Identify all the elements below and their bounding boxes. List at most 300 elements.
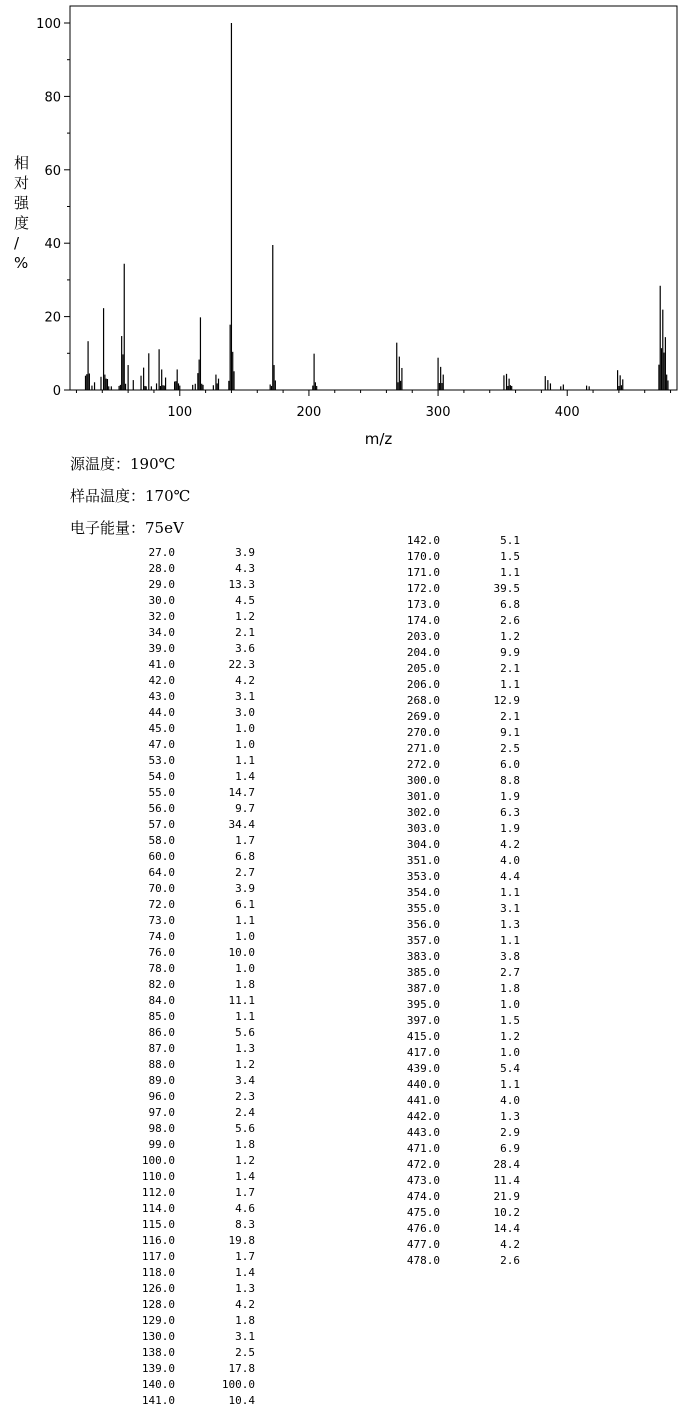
- peak-abundance: 6.3: [500, 806, 520, 819]
- peak-abundance: 3.4: [235, 1074, 255, 1087]
- peak-mz: 56.0: [148, 802, 175, 815]
- peak-row: [380, 853, 520, 869]
- peak-mz: 300.0: [406, 774, 440, 787]
- peak-mz: 304.0: [406, 838, 440, 851]
- x-tick-label: 300: [425, 405, 451, 420]
- peak-abundance: 1.0: [500, 998, 520, 1011]
- peak-abundance: 1.9: [500, 822, 520, 835]
- peak-mz: 387.0: [406, 982, 440, 995]
- peak-row: [115, 1297, 255, 1313]
- peak-mz: 204.0: [406, 646, 440, 659]
- peak-abundance: 22.3: [228, 658, 255, 671]
- peak-mz: 45.0: [148, 722, 175, 735]
- peak-mz: 128.0: [141, 1298, 175, 1311]
- peak-mz: 475.0: [406, 1206, 440, 1219]
- peak-abundance: 4.4: [500, 870, 520, 883]
- sample-temperature: 样品温度：170℃: [70, 487, 191, 505]
- peak-mz: 356.0: [406, 918, 440, 931]
- peak-row: [115, 1329, 255, 1345]
- peak-abundance: 39.5: [493, 582, 520, 595]
- peak-row: [380, 1173, 520, 1189]
- peak-mz: 303.0: [406, 822, 440, 835]
- peak-mz: 383.0: [406, 950, 440, 963]
- peak-row: [380, 981, 520, 997]
- peak-mz: 441.0: [406, 1094, 440, 1107]
- peak-row: [380, 693, 520, 709]
- peak-abundance: 1.1: [235, 914, 255, 927]
- peak-row: [115, 753, 255, 769]
- peak-mz: 86.0: [148, 1026, 175, 1039]
- peak-mz: 142.0: [406, 534, 440, 547]
- peak-mz: 27.0: [148, 546, 175, 559]
- peak-row: [115, 993, 255, 1009]
- peak-mz: 72.0: [148, 898, 175, 911]
- peak-mz: 87.0: [148, 1042, 175, 1055]
- peak-row: [115, 1281, 255, 1297]
- peak-row: [115, 833, 255, 849]
- peak-mz: 205.0: [406, 662, 440, 675]
- peak-row: [115, 1217, 255, 1233]
- peak-abundance: 2.1: [500, 710, 520, 723]
- peak-abundance: 1.2: [500, 1030, 520, 1043]
- peak-abundance: 3.6: [235, 642, 255, 655]
- peak-row: [115, 881, 255, 897]
- x-tick-label: 200: [296, 405, 322, 420]
- peak-row: [115, 721, 255, 737]
- peak-mz: 43.0: [148, 690, 175, 703]
- peak-abundance: 4.0: [500, 1094, 520, 1107]
- peak-mz: 30.0: [148, 594, 175, 607]
- peak-mz: 141.0: [141, 1394, 175, 1407]
- peak-mz: 88.0: [148, 1058, 175, 1071]
- peak-mz: 112.0: [141, 1186, 175, 1199]
- peak-row: [380, 757, 520, 773]
- peak-mz: 173.0: [406, 598, 440, 611]
- peak-mz: 117.0: [141, 1250, 175, 1263]
- peak-row: [380, 1205, 520, 1221]
- peak-row: [380, 1141, 520, 1157]
- peak-row: [115, 641, 255, 657]
- peak-row: [115, 1025, 255, 1041]
- peak-abundance: 1.3: [500, 918, 520, 931]
- peak-mz: 32.0: [148, 610, 175, 623]
- peak-mz: 140.0: [141, 1378, 175, 1391]
- peak-row: [380, 949, 520, 965]
- peak-mz: 477.0: [406, 1238, 440, 1251]
- y-tick-label: 0: [52, 384, 61, 399]
- peak-row: [380, 1093, 520, 1109]
- peak-row: [115, 785, 255, 801]
- peak-mz: 385.0: [406, 966, 440, 979]
- peak-abundance: 4.0: [500, 854, 520, 867]
- peak-mz: 34.0: [148, 626, 175, 639]
- peak-row: [380, 773, 520, 789]
- peak-abundance: 8.8: [500, 774, 520, 787]
- peak-abundance: 10.0: [228, 946, 255, 959]
- peak-abundance: 1.3: [500, 1110, 520, 1123]
- peak-abundance: 3.9: [235, 882, 255, 895]
- peak-abundance: 5.6: [235, 1026, 255, 1039]
- y-tick-label: 40: [44, 237, 61, 253]
- peak-row: [115, 961, 255, 977]
- peak-mz: 110.0: [141, 1170, 175, 1183]
- peak-mz: 476.0: [406, 1222, 440, 1235]
- peak-mz: 129.0: [141, 1314, 175, 1327]
- peak-abundance: 2.7: [500, 966, 520, 979]
- peak-mz: 85.0: [148, 1010, 175, 1023]
- peak-table-left: [115, 545, 255, 1409]
- peak-abundance: 1.1: [500, 1078, 520, 1091]
- peak-abundance: 2.5: [500, 742, 520, 755]
- peak-row: [380, 597, 520, 613]
- peak-row: [115, 1137, 255, 1153]
- peak-mz: 54.0: [148, 770, 175, 783]
- peak-mz: 171.0: [406, 566, 440, 579]
- peak-row: [115, 673, 255, 689]
- peak-mz: 172.0: [406, 582, 440, 595]
- peak-row: [115, 689, 255, 705]
- peak-mz: 39.0: [148, 642, 175, 655]
- peak-abundance: 3.1: [235, 690, 255, 703]
- peak-mz: 78.0: [148, 962, 175, 975]
- peak-row: [115, 737, 255, 753]
- peak-mz: 270.0: [406, 726, 440, 739]
- peak-mz: 130.0: [141, 1330, 175, 1343]
- peak-mz: 55.0: [148, 786, 175, 799]
- peak-row: [380, 821, 520, 837]
- peak-row: [115, 769, 255, 785]
- mass-spectrum-chart: [0, 0, 680, 450]
- peak-abundance: 5.4: [500, 1062, 520, 1075]
- peak-row: [380, 549, 520, 565]
- peak-mz: 272.0: [406, 758, 440, 771]
- peak-mz: 440.0: [406, 1078, 440, 1091]
- peak-row: [380, 1109, 520, 1125]
- peak-row: [115, 1089, 255, 1105]
- peak-abundance: 4.6: [235, 1202, 255, 1215]
- peak-row: [380, 789, 520, 805]
- peak-row: [115, 609, 255, 625]
- peak-abundance: 6.8: [235, 850, 255, 863]
- peak-mz: 355.0: [406, 902, 440, 915]
- peak-abundance: 11.1: [228, 994, 255, 1007]
- peak-abundance: 1.8: [235, 1138, 255, 1151]
- peak-abundance: 1.1: [500, 934, 520, 947]
- peak-mz: 74.0: [148, 930, 175, 943]
- peak-row: [115, 849, 255, 865]
- peak-row: [380, 965, 520, 981]
- peak-row: [115, 1105, 255, 1121]
- peak-abundance: 13.3: [228, 578, 255, 591]
- y-tick-label: 100: [36, 17, 61, 32]
- peak-mz: 439.0: [406, 1062, 440, 1075]
- peak-mz: 100.0: [141, 1154, 175, 1167]
- peak-mz: 89.0: [148, 1074, 175, 1087]
- peak-abundance: 14.7: [228, 786, 255, 799]
- peak-row: [115, 801, 255, 817]
- peak-abundance: 3.9: [235, 546, 255, 559]
- peak-row: [380, 1125, 520, 1141]
- peak-abundance: 4.2: [500, 838, 520, 851]
- peak-mz: 139.0: [141, 1362, 175, 1375]
- peak-row: [115, 1009, 255, 1025]
- peak-abundance: 1.5: [500, 1014, 520, 1027]
- peak-mz: 138.0: [141, 1346, 175, 1359]
- peak-abundance: 12.9: [493, 694, 520, 707]
- plot-frame: [70, 6, 677, 390]
- peak-row: [115, 1313, 255, 1329]
- peak-row: [380, 741, 520, 757]
- peak-mz: 474.0: [406, 1190, 440, 1203]
- peak-abundance: 14.4: [493, 1222, 520, 1235]
- peak-row: [115, 1153, 255, 1169]
- peak-abundance: 1.2: [235, 610, 255, 623]
- peak-abundance: 1.7: [235, 834, 255, 847]
- peak-row: [115, 1185, 255, 1201]
- peak-abundance: 9.7: [235, 802, 255, 815]
- peak-mz: 443.0: [406, 1126, 440, 1139]
- peak-mz: 354.0: [406, 886, 440, 899]
- peak-abundance: 1.1: [235, 754, 255, 767]
- peak-abundance: 3.1: [500, 902, 520, 915]
- peak-abundance: 6.8: [500, 598, 520, 611]
- peak-row: [115, 945, 255, 961]
- peak-row: [380, 869, 520, 885]
- peak-abundance: 8.3: [235, 1218, 255, 1231]
- peak-mz: 302.0: [406, 806, 440, 819]
- peak-row: [380, 661, 520, 677]
- peak-mz: 442.0: [406, 1110, 440, 1123]
- peak-abundance: 4.2: [235, 674, 255, 687]
- peak-abundance: 2.4: [235, 1106, 255, 1119]
- peak-row: [115, 1265, 255, 1281]
- peak-row: [380, 613, 520, 629]
- peak-row: [380, 1045, 520, 1061]
- peak-abundance: 1.2: [235, 1154, 255, 1167]
- peak-row: [380, 1237, 520, 1253]
- peak-mz: 472.0: [406, 1158, 440, 1171]
- peak-row: [380, 533, 520, 549]
- peak-mz: 114.0: [141, 1202, 175, 1215]
- peak-abundance: 21.9: [493, 1190, 520, 1203]
- peak-abundance: 2.3: [235, 1090, 255, 1103]
- peak-row: [380, 645, 520, 661]
- peak-abundance: 4.3: [235, 562, 255, 575]
- peak-abundance: 3.0: [235, 706, 255, 719]
- peak-abundance: 6.0: [500, 758, 520, 771]
- peak-abundance: 1.4: [235, 770, 255, 783]
- peak-abundance: 1.0: [235, 738, 255, 751]
- y-tick-label: 80: [44, 90, 61, 106]
- peak-abundance: 1.1: [500, 678, 520, 691]
- peak-row: [115, 625, 255, 641]
- peak-mz: 98.0: [148, 1122, 175, 1135]
- peak-row: [380, 565, 520, 581]
- peak-mz: 206.0: [406, 678, 440, 691]
- peak-row: [380, 1253, 520, 1269]
- peak-row: [115, 545, 255, 561]
- peak-row: [380, 1013, 520, 1029]
- peak-abundance: 28.4: [493, 1158, 520, 1171]
- peak-mz: 417.0: [406, 1046, 440, 1059]
- peak-row: [115, 897, 255, 913]
- peak-abundance: 2.5: [235, 1346, 255, 1359]
- peak-row: [115, 1121, 255, 1137]
- peak-abundance: 2.1: [235, 626, 255, 639]
- peak-mz: 395.0: [406, 998, 440, 1011]
- peak-abundance: 34.4: [228, 818, 255, 831]
- peak-mz: 118.0: [141, 1266, 175, 1279]
- peak-abundance: 1.1: [500, 886, 520, 899]
- peak-mz: 53.0: [148, 754, 175, 767]
- peak-abundance: 1.7: [235, 1186, 255, 1199]
- peak-mz: 357.0: [406, 934, 440, 947]
- peak-mz: 351.0: [406, 854, 440, 867]
- peak-abundance: 1.4: [235, 1266, 255, 1279]
- peak-mz: 170.0: [406, 550, 440, 563]
- source-temperature: 源温度：190℃: [70, 455, 176, 473]
- x-tick-label: 400: [554, 405, 580, 420]
- peak-row: [115, 705, 255, 721]
- peak-mz: 301.0: [406, 790, 440, 803]
- peak-row: [380, 709, 520, 725]
- peak-row: [380, 629, 520, 645]
- peak-mz: 203.0: [406, 630, 440, 643]
- peak-row: [115, 817, 255, 833]
- peak-mz: 73.0: [148, 914, 175, 927]
- peak-abundance: 4.5: [235, 594, 255, 607]
- peak-row: [115, 1169, 255, 1185]
- peak-abundance: 1.0: [235, 722, 255, 735]
- peak-mz: 116.0: [141, 1234, 175, 1247]
- peak-mz: 415.0: [406, 1030, 440, 1043]
- peak-abundance: 4.2: [500, 1238, 520, 1251]
- peak-abundance: 1.2: [500, 630, 520, 643]
- y-tick-label: 60: [44, 163, 61, 179]
- peak-abundance: 1.5: [500, 550, 520, 563]
- peak-abundance: 9.9: [500, 646, 520, 659]
- peak-mz: 47.0: [148, 738, 175, 751]
- peak-abundance: 1.3: [235, 1042, 255, 1055]
- peak-row: [380, 837, 520, 853]
- peak-mz: 269.0: [406, 710, 440, 723]
- peak-abundance: 6.1: [235, 898, 255, 911]
- peak-mz: 60.0: [148, 850, 175, 863]
- peak-row: [115, 977, 255, 993]
- peak-abundance: 1.1: [235, 1010, 255, 1023]
- peak-row: [380, 805, 520, 821]
- peak-mz: 174.0: [406, 614, 440, 627]
- peak-mz: 57.0: [148, 818, 175, 831]
- peak-mz: 28.0: [148, 562, 175, 575]
- peak-abundance: 2.6: [500, 614, 520, 627]
- peak-mz: 84.0: [148, 994, 175, 1007]
- peak-row: [115, 593, 255, 609]
- peak-abundance: 1.7: [235, 1250, 255, 1263]
- peak-abundance: 1.0: [235, 962, 255, 975]
- peak-abundance: 1.2: [235, 1058, 255, 1071]
- peak-row: [380, 901, 520, 917]
- peak-row: [380, 997, 520, 1013]
- peak-mz: 44.0: [148, 706, 175, 719]
- peak-mz: 268.0: [406, 694, 440, 707]
- peak-mz: 271.0: [406, 742, 440, 755]
- peak-row: [380, 933, 520, 949]
- peak-abundance: 1.3: [235, 1282, 255, 1295]
- peak-row: [115, 657, 255, 673]
- peak-row: [380, 885, 520, 901]
- peak-abundance: 10.4: [228, 1394, 255, 1407]
- peak-row: [380, 677, 520, 693]
- peak-abundance: 1.0: [500, 1046, 520, 1059]
- peak-row: [380, 1061, 520, 1077]
- peak-row: [115, 1345, 255, 1361]
- peak-row: [115, 561, 255, 577]
- peak-mz: 76.0: [148, 946, 175, 959]
- peak-abundance: 1.1: [500, 566, 520, 579]
- peak-row: [115, 1393, 255, 1409]
- peak-abundance: 3.8: [500, 950, 520, 963]
- peak-abundance: 5.6: [235, 1122, 255, 1135]
- peak-row: [380, 917, 520, 933]
- peak-mz: 96.0: [148, 1090, 175, 1103]
- peak-mz: 397.0: [406, 1014, 440, 1027]
- peak-mz: 70.0: [148, 882, 175, 895]
- peak-abundance: 6.9: [500, 1142, 520, 1155]
- electron-energy: 电子能量：75eV: [70, 519, 184, 537]
- peak-row: [115, 1201, 255, 1217]
- peak-abundance: 11.4: [493, 1174, 520, 1187]
- peak-row: [380, 1029, 520, 1045]
- peak-abundance: 17.8: [228, 1362, 255, 1375]
- peak-row: [115, 929, 255, 945]
- peak-abundance: 19.8: [228, 1234, 255, 1247]
- peak-mz: 126.0: [141, 1282, 175, 1295]
- peak-abundance: 1.0: [235, 930, 255, 943]
- peak-mz: 29.0: [148, 578, 175, 591]
- peak-abundance: 9.1: [500, 726, 520, 739]
- peak-row: [115, 1361, 255, 1377]
- peak-mz: 99.0: [148, 1138, 175, 1151]
- x-tick-label: 100: [167, 405, 193, 420]
- peak-row: [115, 913, 255, 929]
- peak-abundance: 2.1: [500, 662, 520, 675]
- peak-mz: 58.0: [148, 834, 175, 847]
- peak-row: [115, 1377, 255, 1393]
- peak-abundance: 1.8: [235, 978, 255, 991]
- peak-mz: 42.0: [148, 674, 175, 687]
- peak-abundance: 3.1: [235, 1330, 255, 1343]
- y-tick-label: 20: [44, 310, 61, 326]
- peak-row: [115, 1041, 255, 1057]
- peak-row: [115, 1057, 255, 1073]
- peak-row: [115, 1233, 255, 1249]
- peak-abundance: 2.9: [500, 1126, 520, 1139]
- peak-row: [380, 581, 520, 597]
- peak-mz: 471.0: [406, 1142, 440, 1155]
- peak-row: [115, 1249, 255, 1265]
- peak-abundance: 1.9: [500, 790, 520, 803]
- peak-mz: 115.0: [141, 1218, 175, 1231]
- peak-mz: 353.0: [406, 870, 440, 883]
- peak-mz: 64.0: [148, 866, 175, 879]
- peak-abundance: 100.0: [221, 1378, 255, 1391]
- peak-row: [115, 577, 255, 593]
- peak-abundance: 1.4: [235, 1170, 255, 1183]
- x-axis-label: m/z: [364, 430, 393, 448]
- peak-abundance: 5.1: [500, 534, 520, 547]
- peak-mz: 41.0: [148, 658, 175, 671]
